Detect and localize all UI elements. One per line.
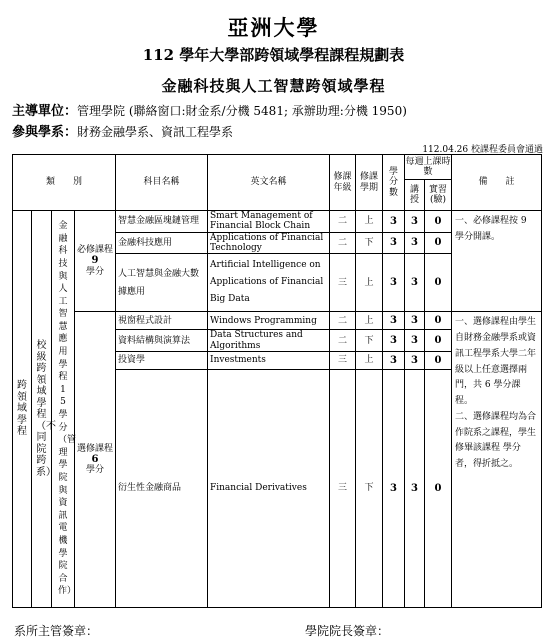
remark-elective — [452, 312, 542, 608]
course-plan-table — [12, 154, 542, 608]
course-en: Smart Management of Financial Block Chain — [208, 211, 330, 233]
course-cn: 資料結構與演算法 — [116, 330, 208, 352]
dept-head-signature: 系所主管簽章： — [14, 624, 99, 638]
course-en: Financial Derivatives — [208, 370, 330, 608]
dean-signature: 學院院長簽章： — [305, 624, 390, 638]
course-year: 二 — [330, 330, 356, 352]
elective-group-credits: 6 — [91, 453, 99, 465]
course-year: 二 — [330, 211, 356, 233]
header-semester: 修課學期 — [356, 155, 383, 211]
course-practice: 0 — [425, 232, 452, 254]
course-year: 三 — [330, 352, 356, 370]
program-title: 金融科技與人工智慧跨領域學程 — [161, 77, 386, 95]
university-title: 亞洲大學 — [227, 15, 320, 40]
required-group — [75, 211, 116, 312]
remark-elective-1: 一、選修課程由學生自財務金融學系或資訊工程學系大學二年級以上任意選擇兩門，共 6 學分課程。 — [455, 317, 537, 407]
header-row-1 — [13, 155, 542, 180]
course-en: Windows Programming — [208, 312, 330, 330]
course-lecture: 3 — [405, 330, 425, 352]
year-title: 112 學年大學部跨領域學程課程規劃表 — [142, 46, 405, 64]
course-credits: 3 — [383, 330, 405, 352]
course-credits: 3 — [383, 254, 405, 312]
elective-group-unit: 學分 — [86, 465, 105, 476]
course-semester: 上 — [356, 352, 383, 370]
required-group-credits: 9 — [91, 255, 99, 267]
elective-group — [75, 312, 116, 608]
course-semester: 上 — [356, 254, 383, 312]
remark-elective-2: 二、選修課程均為合作院系之課程，學生修畢該課程 學分者，得折抵之。 — [455, 411, 537, 470]
course-practice: 0 — [425, 312, 452, 330]
table-row — [13, 211, 542, 233]
course-cn: 視窗程式設計 — [116, 312, 208, 330]
course-practice: 0 — [425, 330, 452, 352]
header-remarks: 備 註 — [452, 155, 542, 211]
course-lecture: 3 — [405, 211, 425, 233]
host-unit — [12, 100, 407, 119]
course-credits: 3 — [383, 370, 405, 608]
course-practice: 0 — [425, 254, 452, 312]
course-en: Artificial Intelligence on Applications of Financial Big Data — [208, 254, 330, 312]
course-semester: 下 — [356, 330, 383, 352]
course-cn: 衍生性金融商品 — [116, 370, 208, 608]
header-required-year: 修課年級 — [330, 155, 356, 211]
course-practice: 0 — [425, 211, 452, 233]
header-credits: 學分數 — [383, 155, 405, 211]
course-year: 三 — [330, 370, 356, 608]
course-lecture: 3 — [405, 232, 425, 254]
course-semester: 下 — [356, 232, 383, 254]
course-lecture: 3 — [405, 312, 425, 330]
dept-value: 財務金融學系、資訊工程學系 — [77, 125, 234, 139]
course-credits: 3 — [383, 352, 405, 370]
course-year: 三 — [330, 254, 356, 312]
header-course-cn: 科目名稱 — [116, 155, 208, 211]
course-en: Investments — [208, 352, 330, 370]
category-inner: 校級跨領域學程（不同院跨系） — [32, 211, 52, 608]
header-category: 類 別 — [13, 155, 116, 211]
course-semester: 上 — [356, 211, 383, 233]
required-group-label: 必修課程 — [77, 245, 114, 256]
course-year: 二 — [330, 312, 356, 330]
course-practice: 0 — [425, 370, 452, 608]
course-en: Applications of Financial Technology — [208, 232, 330, 254]
host-label: 主導單位： — [12, 104, 78, 119]
course-credits: 3 — [383, 211, 405, 233]
course-lecture: 3 — [405, 352, 425, 370]
course-year: 二 — [330, 232, 356, 254]
remark-required: 一、必修課程按 9 學分開課。 — [452, 211, 542, 312]
course-cn: 金融科技應用 — [116, 232, 208, 254]
course-lecture: 3 — [405, 370, 425, 608]
table-row — [13, 312, 542, 330]
course-semester: 上 — [356, 312, 383, 330]
host-value: 管理學院 (聯絡窗口:財金系/分機 5481; 承辦助理:分機 1950) — [77, 104, 407, 118]
dept-label: 參與學系： — [12, 125, 78, 140]
course-cn: 人工智慧與金融大數據應用 — [116, 254, 208, 312]
category-outer: 跨領域學程 — [13, 211, 32, 608]
course-lecture: 3 — [405, 254, 425, 312]
course-practice: 0 — [425, 352, 452, 370]
header-lecture: 講授 — [405, 180, 425, 211]
participating-departments — [12, 121, 233, 140]
course-semester: 下 — [356, 370, 383, 608]
course-credits: 3 — [383, 312, 405, 330]
course-en: Data Structures and Algorithms — [208, 330, 330, 352]
meeting-approval: 112.04.26 校課程委員會通過 — [422, 145, 543, 155]
header-practice: 實習(驗) — [425, 180, 452, 211]
header-course-en: 英文名稱 — [208, 155, 330, 211]
required-group-unit: 學分 — [86, 266, 105, 277]
category-detail: 金融科技與人工智慧應用學程15學分（管理學院與資訊電機學院合作） — [52, 211, 75, 608]
course-credits: 3 — [383, 232, 405, 254]
elective-group-label: 選修課程 — [77, 443, 114, 454]
course-cn: 智慧金融區塊鏈管理 — [116, 211, 208, 233]
course-cn: 投資學 — [116, 352, 208, 370]
header-weekly-hours: 每週上課時數 — [405, 155, 452, 180]
